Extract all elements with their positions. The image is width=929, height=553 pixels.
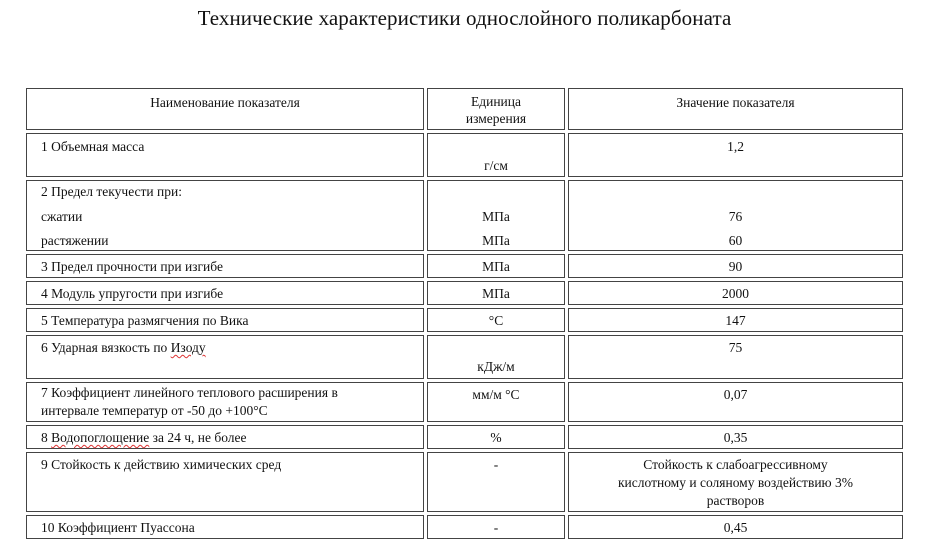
row-8-name-wavy: Водопоглощение [51,430,150,445]
row-10-unit-cell [427,515,565,539]
header-unit-line1: Единица [470,94,521,109]
row-10-name-cell [26,515,424,539]
row-9-name-cell [26,452,424,512]
row-9-unit: - [493,457,499,472]
row-8-unit: % [490,430,502,445]
row-1-unit-cell [427,133,565,177]
row-6-name [41,339,206,356]
header-unit-cell [427,88,565,130]
row-9-unit-cell [427,452,565,512]
row-6-unit: кДж/м [477,359,515,374]
row-8-unit-cell [427,425,565,449]
row-2-sub-2-value: 60 [728,233,743,248]
row-10-value-cell [568,515,903,539]
row-8-name-cell [26,425,424,449]
row-5-value-cell [568,308,903,332]
row-10-name: 10 Коэффициент Пуассона [41,520,195,535]
header-unit-line2: измерения [465,111,527,126]
row-1-name-cell [26,133,424,177]
row-3-name-cell [26,254,424,278]
row-4-unit-cell [427,281,565,305]
row-3-value: 90 [728,259,743,274]
row-6-value: 75 [728,340,743,355]
row-8-value: 0,35 [723,430,748,445]
row-2-unit-cell [427,180,565,251]
row-7-name-line2: интервале температур от -50 до +100°С [41,403,268,418]
row-6-name-wavy: Изоду [170,340,206,355]
row-6-value-cell [568,335,903,379]
row-2-value-cell [568,180,903,251]
row-6-name-cell [26,335,424,379]
row-10-unit: - [493,520,499,535]
row-7-name-line1: 7 Коэффициент линейного теплового расширения в [41,385,338,400]
row-3-value-cell [568,254,903,278]
row-5-value: 147 [725,313,746,328]
row-8-name [41,429,247,446]
header-name-cell [26,88,424,130]
row-3-unit: МПа [482,259,510,274]
row-3-unit-cell [427,254,565,278]
row-2-sub-1-name: сжатии [41,209,83,224]
row-5-name-cell [26,308,424,332]
row-5-unit-cell [427,308,565,332]
row-2-sub-1-value: 76 [728,209,743,224]
row-7-unit: мм/м °С [472,387,520,402]
row-2-name: 2 Предел текучести при: [41,184,182,199]
row-7-value-cell [568,382,903,422]
row-10-value: 0,45 [723,520,748,535]
row-2-name-cell [26,180,424,251]
row-3-name: 3 Предел прочности при изгибе [41,259,223,274]
row-4-value-cell [568,281,903,305]
row-1-value: 1,2 [727,139,744,154]
row-1-name: 1 Объемная масса [41,139,145,154]
row-6-name-prefix: 6 Ударная вязкость по [41,340,171,355]
row-2-sub-2-name: растяжении [41,233,109,248]
row-4-name-cell [26,281,424,305]
row-4-name: 4 Модуль упругости при изгибе [41,286,224,301]
row-4-unit: МПа [482,286,510,301]
header-value: Значение показателя [676,95,795,110]
row-9-value-cell [568,452,903,512]
row-1-unit: г/см [484,158,508,173]
row-9-name: 9 Стойкость к действию химических сред [41,457,282,472]
row-9-value-line1: Стойкость к слабоагрессивному [643,457,828,472]
page-title: Технические характеристики однослойного поликарбоната [197,6,732,30]
row-2-sub-1-unit: МПа [482,209,510,224]
row-5-name: 5 Температура размягчения по Вика [41,313,249,328]
row-9-value-line2: кислотному и соляному воздействию 3% [617,475,854,490]
row-6-unit-cell [427,335,565,379]
row-4-value: 2000 [722,286,749,301]
row-1-value-cell [568,133,903,177]
row-5-unit: °С [488,313,504,328]
header-value-cell [568,88,903,130]
row-7-unit-cell [427,382,565,422]
row-7-value: 0,07 [723,387,748,402]
header-name: Наименование показателя [150,95,300,110]
row-8-value-cell [568,425,903,449]
row-7-name-cell [26,382,424,422]
row-9-value-line3: растворов [706,493,765,508]
row-2-sub-2-unit: МПа [482,233,510,248]
row-8-name-suffix: за 24 ч, не более [149,430,247,445]
row-8-name-prefix: 8 [41,430,52,445]
